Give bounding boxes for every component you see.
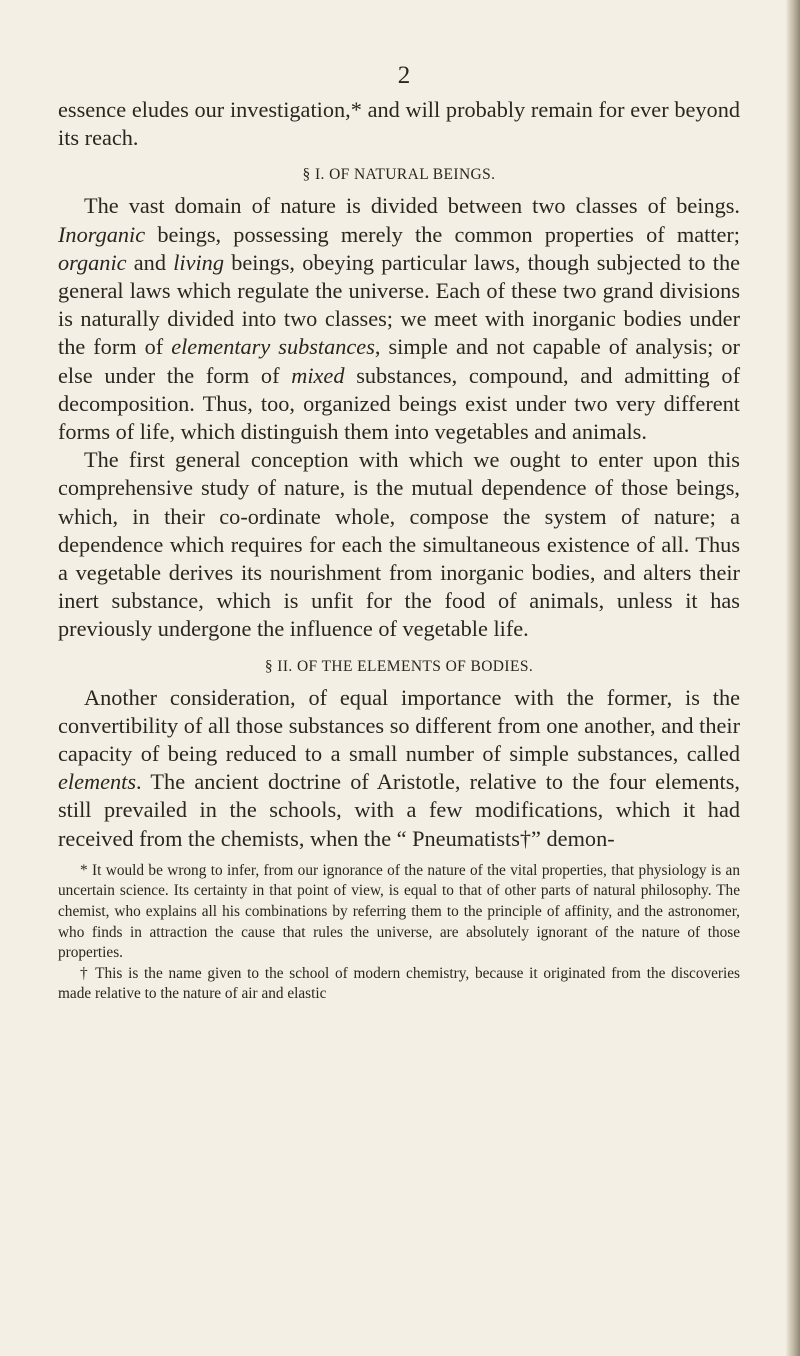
page-edge-shadow: [786, 0, 800, 1356]
text-run: and: [126, 249, 174, 275]
text-run: beings, possessing merely the common properties of matter;: [145, 221, 740, 247]
text-run: substances, compound, and admitting of decomposition. Thus, too, organized beings exist under two very different forms of life, which distinguish them into vegetables and animals.: [58, 362, 740, 445]
paragraph-natural-beings-2: The first general conception with which we ought to enter upon this comprehensive study of nature, is the mutual dependence of those beings, which, in their co-ordinate whole, compose the system of nature; a dependence which requires for each the simultaneous existence of all. Thus a vegetable derives its nourishment from inorganic bodies, and alters their inert substance, which is unfit for the food of animals, unless it has previously undergone the influence of vegetable life.: [58, 447, 740, 642]
paragraph-elements-1: [58, 684, 740, 853]
italic-living: living: [173, 249, 224, 275]
paragraph-natural-beings-1: [58, 192, 740, 446]
italic-elementary-substances: elementary substances: [171, 334, 375, 360]
text-run: , simple and not capable of analysis; or else under the form of: [58, 334, 740, 388]
footnotes: [58, 861, 740, 1005]
italic-inorganic: Inorganic: [58, 221, 146, 247]
footnote-asterisk: * It would be wrong to infer, from our ignorance of the nature of the vital properties, that physiology is an uncertain science. Its certainty in that point of view, is equal to that of other parts of natural philosophy. The chemist, who explains all his combinations by referring them to the principle of affinity, and the astronomer, who finds in attraction the cause that rules the universe, are absolutely ignorant of the nature of those properties.: [58, 861, 740, 962]
intro-paragraph: essence eludes our investigation,* and will probably remain for ever beyond its reach.: [58, 97, 740, 151]
text-run: beings, obeying particular laws, though subjected to the general laws which regulate the universe. Each of these two grand divisions is naturally divided into two classes; we meet with inorganic bodies under the form of: [58, 249, 740, 360]
italic-mixed: mixed: [291, 362, 345, 388]
text-run: . The ancient doctrine of Aristotle, relative to the four elements, still prevailed in the schools, with a few modifications, which it had received from the chemists, when the “ Pneumatists†” demon-: [58, 769, 740, 851]
italic-organic: organic: [58, 249, 127, 275]
section-heading-elements: § II. OF THE ELEMENTS OF BODIES.: [264, 657, 534, 675]
text-run: The vast domain of nature is divided between two classes of beings.: [84, 193, 740, 219]
italic-elements: elements: [58, 769, 137, 795]
page-number: 2: [397, 62, 411, 89]
footnote-dagger: † This is the name given to the school of modern chemistry, because it originated from the discoveries made relative to the nature of air and elastic: [58, 964, 740, 1003]
book-page: [58, 62, 740, 1005]
section-heading-natural-beings: § I. OF NATURAL BEINGS.: [302, 166, 496, 184]
text-run: Another consideration, of equal importance with the former, is the convertibility of all those substances so different from one another, and their capacity of being reduced to a small number of simple substances, called: [58, 684, 740, 767]
